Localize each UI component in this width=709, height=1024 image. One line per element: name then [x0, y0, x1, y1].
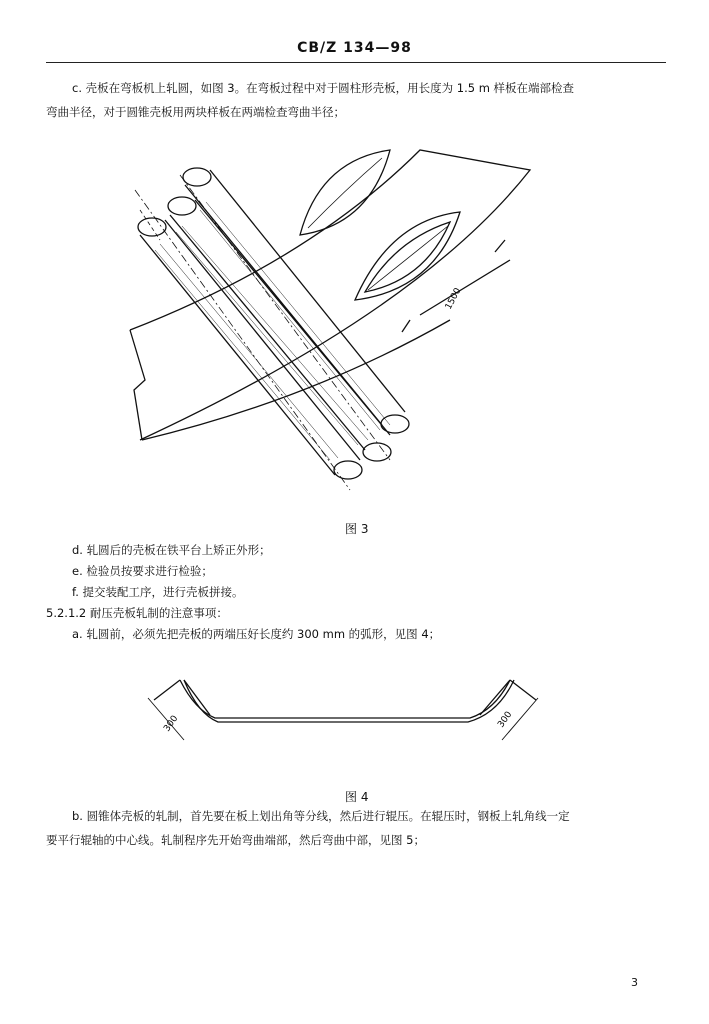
- paragraph-f: f. 提交装配工序，进行壳板拼接。: [72, 585, 244, 599]
- figure-3-caption: 图 3: [345, 522, 369, 536]
- figure-3-rolling-diagram: [120, 140, 540, 510]
- document-header: CB/Z 134—98: [297, 40, 412, 56]
- header-rule: [46, 62, 666, 63]
- paragraph-a: a. 轧圆前，必须先把壳板的两端压好长度约 300 mm 的弧形，见图 4；: [72, 627, 441, 641]
- paragraph-d: d. 轧圆后的壳板在铁平台上矫正外形；: [72, 543, 271, 557]
- paragraph-c-line2: 弯曲半径，对于圆锥壳板用两块样板在两端检查弯曲半径；: [46, 105, 345, 119]
- paragraph-c-line1: c. 壳板在弯板机上轧圆，如图 3。在弯板过程中对于圆柱形壳板，用长度为 1.5 m 样板在端部检查: [72, 81, 575, 95]
- paragraph-b-line2: 要平行辊轴的中心线。轧制程序先开始弯曲端部，然后弯曲中部，见图 5；: [46, 833, 425, 847]
- figure-4-right-label: 300: [496, 709, 515, 730]
- paragraph-b-line1: b. 圆锥体壳板的轧制，首先要在板上划出角等分线，然后进行辊压。在辊压时，钢板上轧角线一定: [72, 809, 570, 823]
- page-number: 3: [631, 976, 638, 989]
- paragraph-e: e. 检验员按要求进行检验；: [72, 564, 213, 578]
- figure-4-caption: 图 4: [345, 790, 369, 804]
- section-heading: 5.2.1.2 耐压壳板轧制的注意事项：: [46, 606, 228, 620]
- figure-4-left-label: 300: [162, 713, 181, 734]
- figure-4-plate-profile: [140, 670, 540, 750]
- figure-3-dimension-label: 1500: [443, 286, 464, 312]
